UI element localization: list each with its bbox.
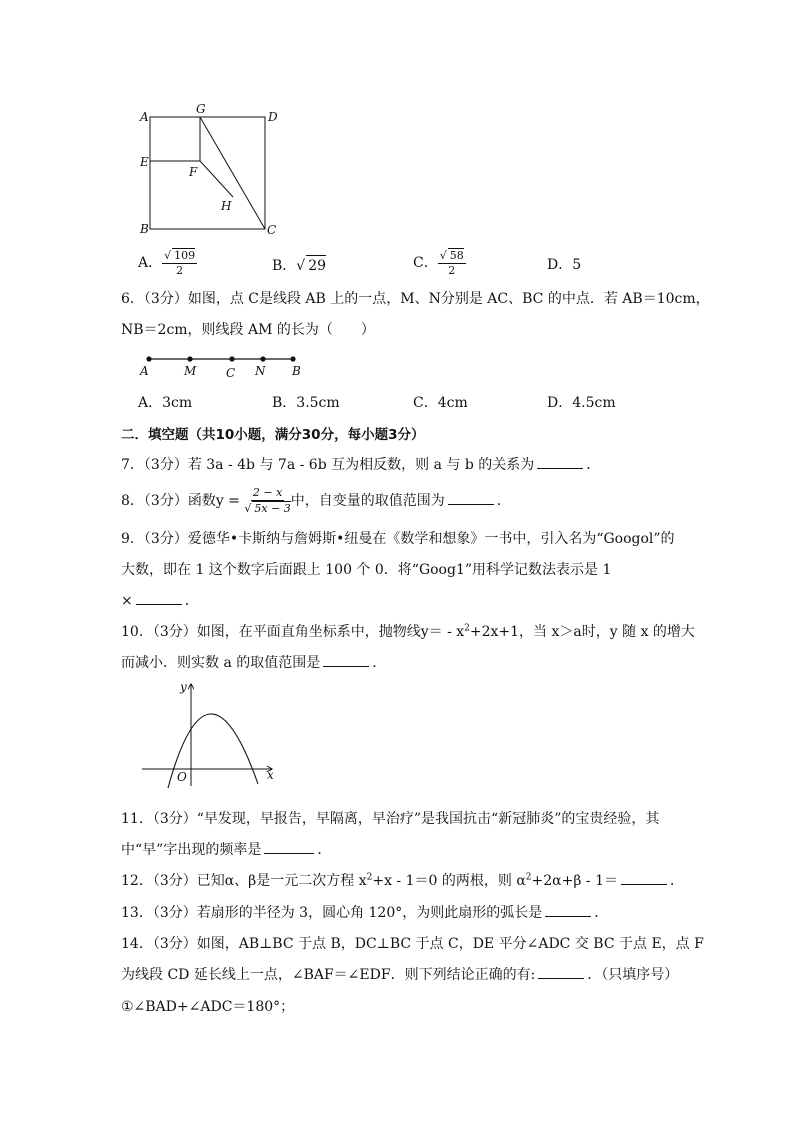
q13-answer-blank[interactable]: [545, 904, 591, 917]
q14-answer-blank[interactable]: [538, 966, 584, 979]
label-g: G: [196, 102, 206, 116]
q6-option-c[interactable]: C．4cm: [413, 395, 468, 411]
q5-option-b[interactable]: B．√ 29: [272, 255, 326, 276]
q7-text: 7．（3分）若 3a - 4b 与 7a - 6b 互为相反数，则 a 与 b 的关系为 ．: [121, 457, 601, 473]
label-b: B: [140, 222, 149, 236]
y-axis-label: y: [180, 680, 187, 694]
label-n: N: [255, 364, 266, 378]
q11-text-line2: 中“早”字出现的频率是 ．: [121, 842, 332, 858]
fh-line: [200, 161, 233, 197]
q10-text-line2: 而减小．则实数 a 的取值范围是 ．: [121, 655, 387, 671]
label-b: B: [292, 364, 301, 378]
label-m: M: [184, 364, 197, 378]
point-c: [229, 356, 234, 361]
q10-answer-blank[interactable]: [323, 654, 369, 667]
q6-text-line2: NB＝2cm，则线段 AM 的长为（ ）: [121, 322, 375, 338]
q9-text-line1: 9．（3分）爱德华•卡斯纳与詹姆斯•纽曼在《数学和想象》一书中，引入名为“Googol”的: [121, 531, 675, 547]
q6-segment-figure: [136, 350, 316, 380]
label-e: E: [140, 155, 149, 169]
q6-option-d[interactable]: D．4.5cm: [547, 395, 616, 411]
label-c: C: [267, 223, 277, 237]
q9-text-line2: 大数，即在 1 这个数字后面跟上 100 个 0．将“Goog1”用科学记数法表示是 1: [121, 562, 612, 578]
label-f: F: [189, 165, 198, 179]
q8-fraction: $\frac{2 - x}{√ 5x - 3}$: [244, 486, 291, 515]
point-a: [146, 356, 151, 361]
label-c: C: [226, 366, 236, 380]
q14-text-line3: ①∠BAD+∠ADC＝180°；: [121, 999, 295, 1015]
q5-option-c[interactable]: C． $\frac{√ 58}{2}$: [413, 249, 464, 277]
q5-option-d[interactable]: D．5: [547, 257, 582, 273]
q6-option-b[interactable]: B．3.5cm: [272, 395, 340, 411]
q9-answer-blank[interactable]: [136, 592, 182, 605]
q12-text: 12．（3分）已知α、β是一元二次方程 $x^2+x - 1=0$ 的两根，则 $\alpha^2+2\alpha+\beta - 1=$ ．: [121, 872, 684, 889]
q8-answer-blank[interactable]: [448, 492, 494, 505]
square-abcd: [150, 117, 265, 229]
point-m: [187, 356, 192, 361]
point-n: [260, 356, 265, 361]
gc-line: [200, 117, 265, 229]
q11-text-line1: 11．（3分）“早发现，早报告，早隔离，早治疗”是我国抗击“新冠肺炎”的宝贵经验，其: [121, 811, 660, 827]
q8-text: 8．（3分）函数y = $\frac{2 - x}{√ 5x - 3}$ 中，自变量的取值范围为 ．: [121, 486, 511, 515]
q12-answer-blank[interactable]: [621, 872, 667, 885]
q5-option-a[interactable]: A． $\frac{√ 109}{2}$: [138, 249, 196, 277]
section-heading: 二．填空题（共10小题，满分30分，每小题3分）: [121, 427, 425, 443]
q6-text-line1: 6．（3分）如图，点 C是线段 AB 上的一点，M、N分别是 AC、BC 的中点．若 AB＝10cm，: [121, 291, 710, 307]
q10-text-line1: 10．（3分）如图，在平面直角坐标系中，抛物线$y= - x^2+2x+1$，当 x＞a时，y 随 x 的增大: [121, 623, 695, 640]
q7-answer-blank[interactable]: [537, 456, 583, 469]
label-h: H: [221, 199, 232, 213]
label-d: D: [268, 110, 278, 124]
x-axis-label: x: [267, 768, 274, 782]
label-a: A: [140, 110, 149, 124]
q14-text-line1: 14．（3分）如图，AB⊥BC 于点 B，DC⊥BC 于点 C，DE 平分∠ADC 交 BC 于点 E，点 F: [121, 936, 704, 952]
point-b: [290, 356, 295, 361]
ef-fg-lines: [150, 117, 200, 161]
q14-text-line2: 为线段 CD 延长线上一点，∠BAF＝∠EDF．则下列结论正确的有: ．（只填序号）: [121, 967, 679, 983]
q9-text-line3: × ．: [121, 593, 199, 609]
q10-parabola-figure: [138, 680, 283, 790]
q6-option-a[interactable]: A．3cm: [138, 395, 193, 411]
q13-text: 13．（3分）若扇形的半径为 3，圆心角 120°，为则此扇形的弧长是 ．: [121, 905, 609, 921]
q5-square-figure: [136, 100, 286, 240]
origin-label: O: [177, 770, 187, 784]
label-a: A: [140, 364, 149, 378]
q11-answer-blank[interactable]: [264, 841, 314, 854]
